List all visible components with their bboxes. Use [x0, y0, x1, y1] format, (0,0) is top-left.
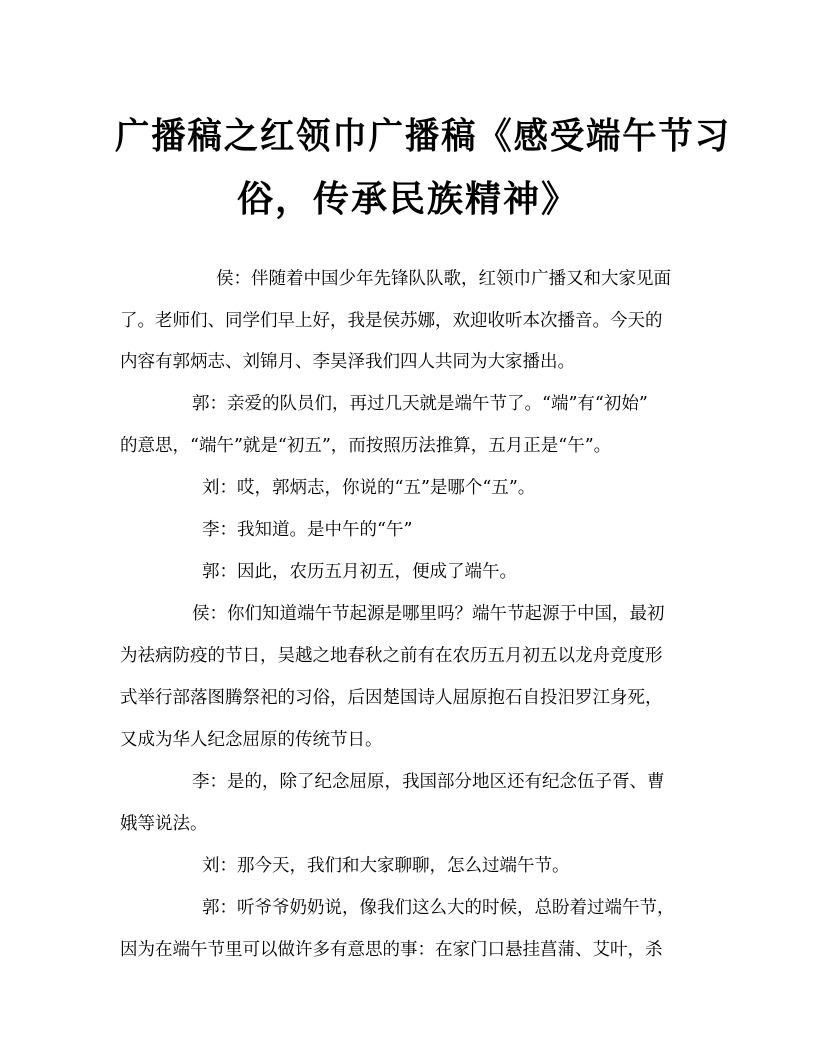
body-line-9: 侯：你们知道端午节起源是哪里吗？端午节起源于中国，最初 [192, 604, 665, 624]
body-line-1: 侯：伴随着中国少年先锋队队歌，红领巾广播又和大家见面 [216, 269, 671, 289]
body-line-2: 了。老师们、同学们早上好，我是侯苏娜，欢迎收听本次播音。今天的 [120, 311, 663, 331]
body-line-8: 郭：因此，农历五月初五，便成了端午。 [202, 562, 517, 582]
body-line-11: 式举行部落图腾祭祀的习俗，后因楚国诗人屈原抱石自投汨罗江身死， [120, 688, 663, 708]
body-line-10: 为祛病防疫的节日，吴越之地春秋之前有在农历五月初五以龙舟竞度形 [120, 646, 663, 666]
body-line-15: 刘：那今天，我们和大家聊聊，怎么过端午节。 [202, 856, 570, 876]
body-line-13: 李：是的，除了纪念屈原，我国部分地区还有纪念伍子胥、曹 [192, 772, 665, 792]
body-line-6: 刘：哎，郭炳志，你说的“五”是哪个“五”。 [202, 478, 536, 498]
body-line-4: 郭：亲爱的队员们，再过几天就是端午节了。“端”有“初始” [192, 394, 648, 414]
body-line-12: 又成为华人纪念屈原的传统节日。 [120, 730, 383, 750]
document-title-line-1: 广播稿之红领巾广播稿《感受端午节习 [115, 115, 731, 157]
body-line-3: 内容有郭炳志、刘锦月、李昊泽我们四人共同为大家播出。 [120, 352, 575, 372]
body-line-7: 李：我知道。是中午的“午” [202, 520, 413, 540]
document-title-line-2: 俗，传承民族精神》 [236, 178, 579, 220]
body-line-5: 的意思，“端午”就是“初五”，而按照历法推算，五月正是“午”。 [120, 436, 612, 456]
body-line-16: 郭：听爷爷奶奶说，像我们这么大的时候，总盼着过端午节， [202, 898, 675, 918]
body-line-17: 因为在端午节里可以做许多有意思的事：在家门口悬挂菖蒲、艾叶，杀 [120, 940, 663, 960]
body-line-14: 娥等说法。 [120, 814, 208, 834]
